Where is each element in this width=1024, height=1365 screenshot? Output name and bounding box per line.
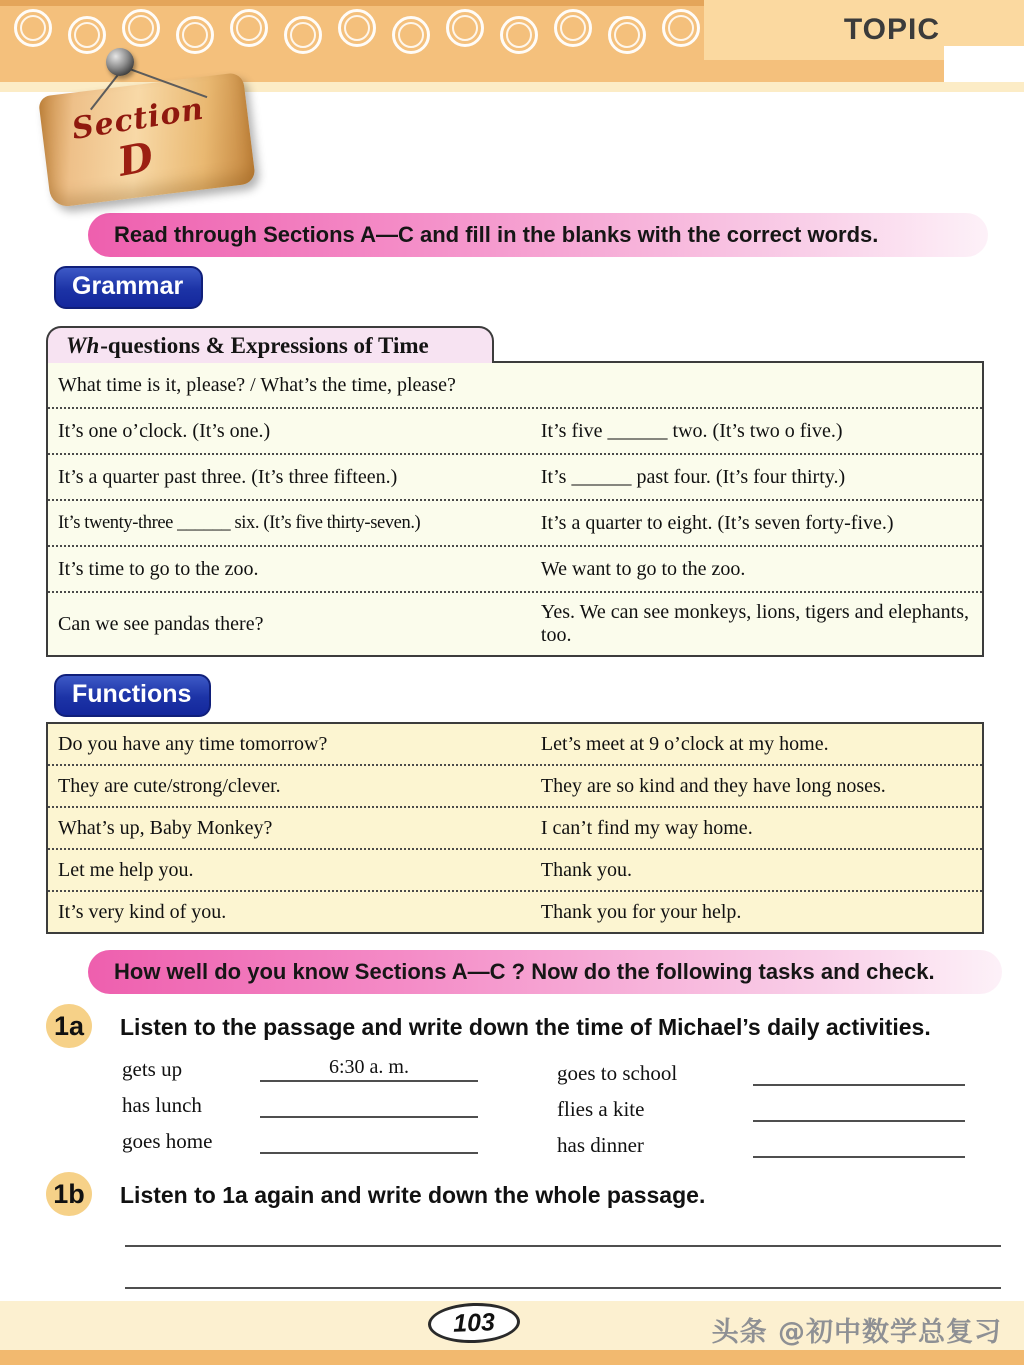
task-1a-right-column [557, 1058, 972, 1158]
table-row [48, 890, 982, 932]
answer-line [753, 1132, 965, 1158]
instruction-banner-read [88, 213, 988, 257]
activity-label: goes to school [557, 1061, 678, 1085]
grammar-intro-cell: What time is it, please? / What’s the time, please? [58, 373, 456, 396]
ring-icon [68, 16, 106, 54]
section-letter: D [114, 133, 158, 186]
grammar-cell-right: We want to go to the zoo. [540, 557, 746, 580]
topic-label: TOPIC [843, 13, 940, 46]
functions-cell-right: Let’s meet at 9 o’clock at my home. [540, 732, 829, 755]
grammar-tab [46, 326, 494, 363]
task-1b-title: Listen to 1a again and write down the whole passage. [120, 1182, 706, 1208]
ring-icon [176, 16, 214, 54]
ring-icon [284, 16, 322, 54]
table-row [48, 499, 982, 545]
functions-cell-left: They are cute/strong/clever. [58, 774, 281, 797]
answer-line [753, 1060, 965, 1086]
task-1a-title: Listen to the passage and write down the time of Michael’s daily activities. [120, 1014, 931, 1040]
grammar-cell-right: It’s five ______ two. (It’s two o five.) [540, 419, 843, 442]
answer-line [125, 1245, 1001, 1247]
answer-line [125, 1287, 1001, 1289]
table-row [48, 591, 982, 655]
table-row [48, 806, 982, 848]
table-row [48, 363, 982, 407]
task-1b-badge: 1b [46, 1172, 92, 1216]
grammar-cell-right: It’s ______ past four. (It’s four thirty.) [540, 465, 846, 488]
functions-cell-right: I can’t find my way home. [540, 816, 753, 839]
ring-icon [554, 9, 592, 47]
ring-icon [446, 9, 484, 47]
ring-icon [338, 9, 376, 47]
section-banner [38, 72, 256, 208]
activity-label: goes home [122, 1129, 213, 1153]
grammar-cell-left: It’s twenty-three ______ six. (It’s five thirty-seven.) [58, 512, 421, 533]
functions-cell-left: Let me help you. [58, 858, 194, 881]
functions-cell-left: It’s very kind of you. [58, 900, 227, 923]
functions-label: Functions [54, 674, 211, 717]
ring-icon [392, 16, 430, 54]
grammar-tab-wh: Wh [66, 332, 100, 358]
table-row [48, 453, 982, 499]
instruction-text: How well do you know Sections A—C ? Now do the following tasks and check. [114, 959, 935, 984]
activity-label: has lunch [122, 1093, 202, 1117]
grammar-cell-left: It’s time to go to the zoo. [58, 557, 259, 580]
functions-cell-right: They are so kind and they have long noses. [540, 774, 886, 797]
answer-line [260, 1092, 478, 1118]
ring-icon [500, 16, 538, 54]
instruction-text: Read through Sections A—C and fill in the blanks with the correct words. [114, 222, 879, 247]
table-row [48, 407, 982, 453]
grammar-tab-rest: -questions & Expressions of Time [100, 332, 429, 358]
decorative-rings [14, 9, 700, 47]
table-row [48, 764, 982, 806]
grammar-cell-left: It’s one o’clock. (It’s one.) [58, 419, 271, 442]
pushpin-icon [106, 48, 134, 76]
task-1a-badge: 1a [46, 1004, 92, 1048]
fill-row [122, 1090, 482, 1118]
functions-cell-left: What’s up, Baby Monkey? [58, 816, 273, 839]
activity-label: gets up [122, 1057, 183, 1081]
activity-label: has dinner [557, 1133, 644, 1157]
ring-icon [608, 16, 646, 54]
functions-cell-right: Thank you for your help. [540, 900, 742, 923]
table-row [48, 848, 982, 890]
fill-row [122, 1054, 482, 1082]
functions-table [46, 722, 984, 934]
functions-cell-right: Thank you. [540, 858, 632, 881]
fill-row [557, 1058, 972, 1086]
ring-icon [122, 9, 160, 47]
section-word: Section [69, 91, 207, 147]
fill-row [557, 1130, 972, 1158]
grammar-label: Grammar [54, 266, 203, 309]
fill-row [557, 1094, 972, 1122]
grammar-cell-left: It’s a quarter past three. (It’s three fifteen.) [58, 465, 398, 488]
task-1a-left-column [122, 1054, 482, 1154]
fill-row [122, 1126, 482, 1154]
answer-line [753, 1096, 965, 1122]
table-row [48, 545, 982, 591]
instruction-banner-how-well [88, 950, 1002, 994]
grammar-table [46, 361, 984, 657]
answer-line [260, 1128, 478, 1154]
answer-line: 6:30 a. m. [260, 1056, 478, 1082]
grammar-cell-right: Yes. We can see monkeys, lions, tigers and elephants, too. [540, 601, 970, 646]
functions-cell-left: Do you have any time tomorrow? [58, 732, 328, 755]
ring-icon [14, 9, 52, 47]
watermark-text: 头条 @初中数学总复习 [711, 1317, 1002, 1348]
ring-icon [230, 9, 268, 47]
footer-strip [0, 1350, 1024, 1365]
page-number: 103 [427, 1301, 520, 1344]
grammar-cell-right: It’s a quarter to eight. (It’s seven forty-five.) [540, 511, 894, 534]
table-row [48, 724, 982, 764]
activity-label: flies a kite [557, 1097, 645, 1121]
grammar-cell-left: Can we see pandas there? [58, 612, 264, 635]
ring-icon [662, 9, 700, 47]
